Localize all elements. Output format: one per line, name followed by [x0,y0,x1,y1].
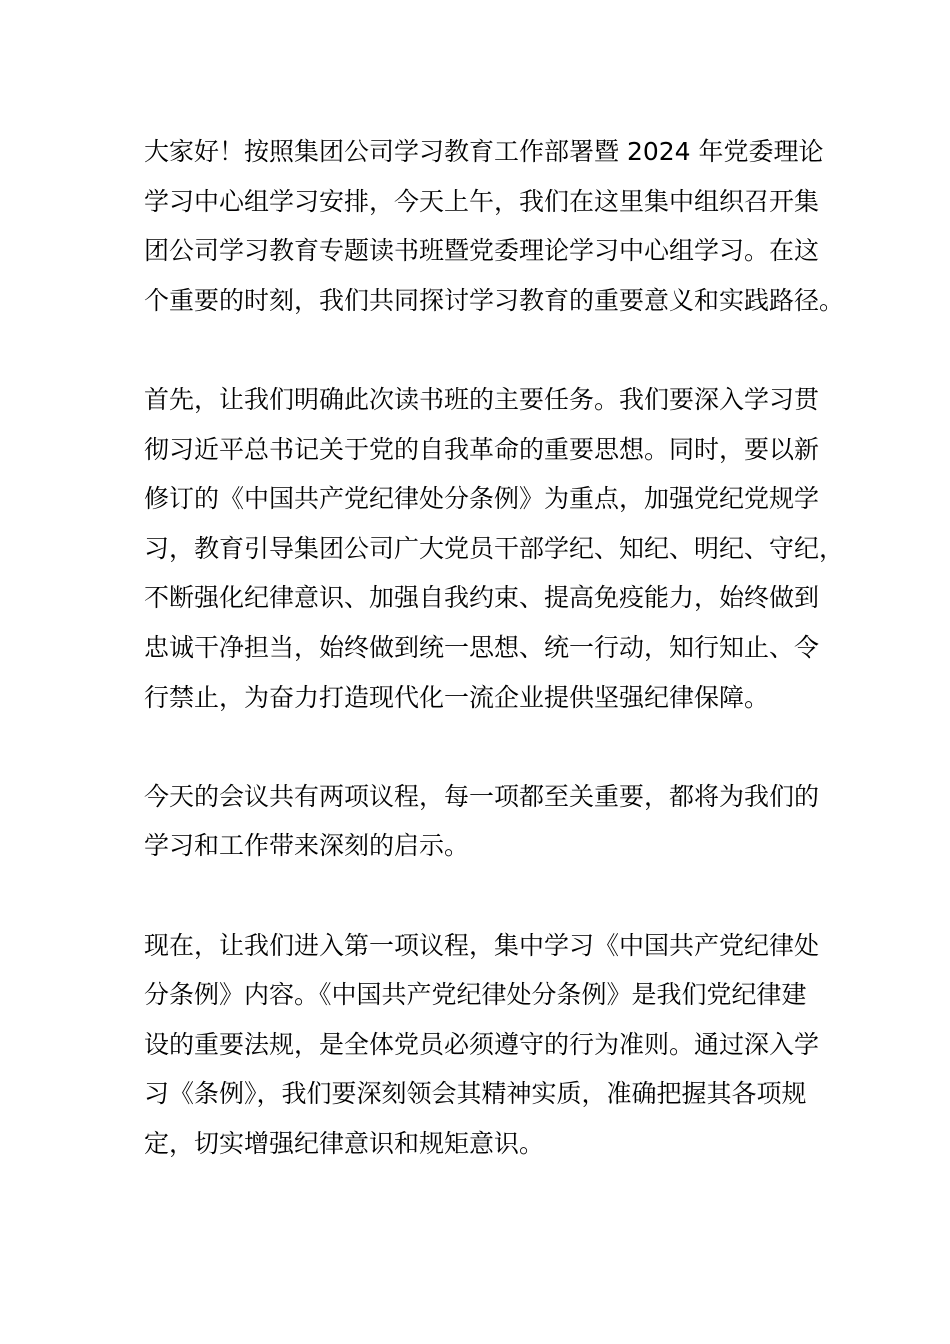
paragraph-first-agenda [144,921,820,1169]
text-line: 学习中心组学习安排，今天上午，我们在这里集中组织召开集 [144,186,820,216]
text-line: 定，切实增强纪律意识和规矩意识。 [144,1128,545,1158]
text-line: 不断强化纪律意识、加强自我约束、提高免疫能力，始终做到 [144,583,820,613]
text-line: 习《条例》，我们要深刻领会其精神实质，准确把握其各项规 [144,1079,807,1109]
paragraph-agenda-overview [144,772,820,871]
text-line: 首先，让我们明确此次读书班的主要任务。我们要深入学习贯 [144,384,820,414]
text-line: 修订的《中国共产党纪律处分条例》为重点，加强党纪党规学 [144,484,820,514]
text-line: 现在，让我们进入第一项议程，集中学习《中国共产党纪律处 [144,930,820,960]
text-line: 忠诚干净担当，始终做到统一思想、统一行动，知行知止、令 [144,632,820,662]
text-line: 学习和工作带来深刻的启示。 [144,831,470,861]
text-line: 设的重要法规，是全体党员必须遵守的行为准则。通过深入学 [144,1029,820,1059]
text-line: 今天的会议共有两项议程，每一项都至关重要，都将为我们的 [144,781,820,811]
text-line: 团公司学习教育专题读书班暨党委理论学习中心组学习。在这 [144,236,820,266]
text-line: 个重要的时刻，我们共同探讨学习教育的重要意义和实践路径。 [144,285,845,315]
text-line: 彻习近平总书记关于党的自我革命的重要思想。同时，要以新 [144,434,820,464]
text-line: 大家好！按照集团公司学习教育工作部署暨 2024 年党委理论 [144,137,824,166]
paragraph-opening [144,127,845,325]
text-line: 分条例》内容。《中国共产党纪律处分条例》是我们党纪律建 [144,980,807,1010]
paragraph-main-task [144,375,845,722]
text-line: 行禁止，为奋力打造现代化一流企业提供坚强纪律保障。 [144,682,770,712]
document-body [144,127,845,1218]
text-line: 习，教育引导集团公司广大党员干部学纪、知纪、明纪、守纪， [144,533,845,563]
